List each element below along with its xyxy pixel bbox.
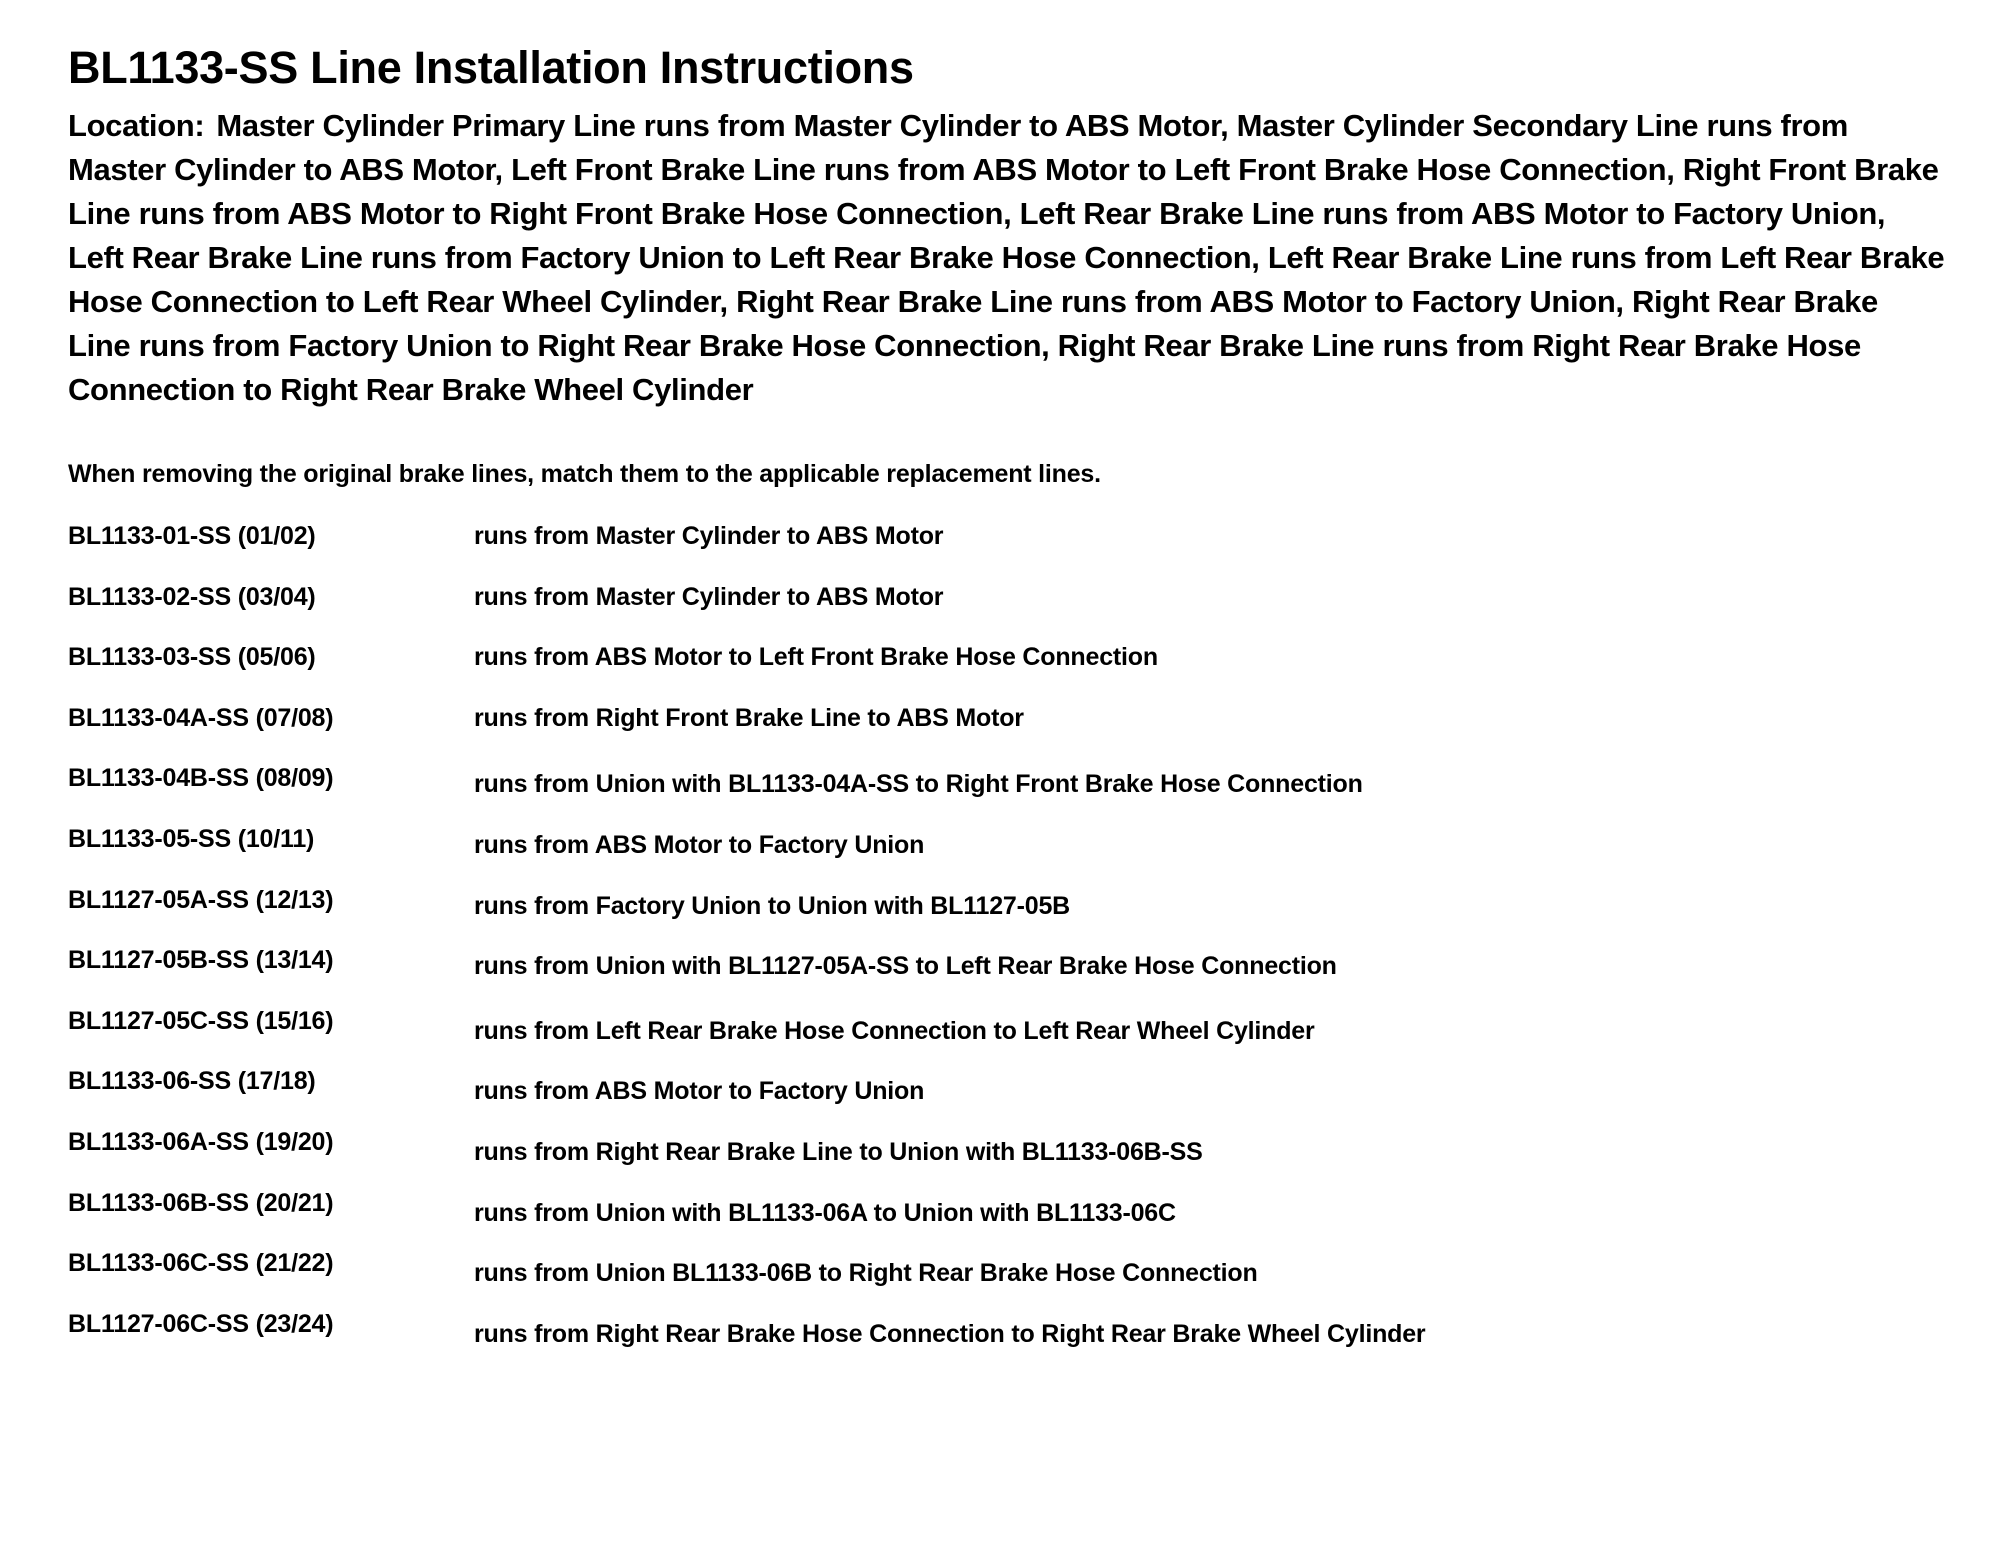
part-description: runs from Factory Union to Union with BL1127-05B (474, 891, 1071, 920)
list-item (68, 639, 1928, 700)
part-number: BL1127-05B-SS (13/14) (68, 946, 334, 975)
location-paragraph (68, 104, 1948, 412)
document-page (68, 36, 1948, 1366)
part-number: BL1133-06C-SS (21/22) (68, 1249, 334, 1278)
part-number: BL1133-04B-SS (08/09) (68, 764, 334, 793)
part-number: BL1133-04A-SS (07/08) (68, 703, 334, 732)
part-description: runs from ABS Motor to Factory Union (474, 830, 925, 859)
part-description: runs from ABS Motor to Left Front Brake Hose Connection (474, 643, 1158, 672)
part-description: runs from ABS Motor to Factory Union (474, 1077, 925, 1106)
part-number: BL1127-05C-SS (15/16) (68, 1006, 334, 1035)
list-item (68, 1245, 1928, 1306)
part-description: runs from Left Rear Brake Hose Connection to Left Rear Wheel Cylinder (474, 1016, 1315, 1045)
list-item (68, 1003, 1928, 1064)
part-number: BL1133-02-SS (03/04) (68, 582, 316, 611)
part-number: BL1133-01-SS (01/02) (68, 522, 316, 550)
part-number: BL1127-05A-SS (12/13) (68, 885, 334, 914)
list-item (68, 942, 1928, 1003)
part-description: runs from Master Cylinder to ABS Motor (474, 522, 944, 550)
part-number: BL1127-06C-SS (23/24) (68, 1309, 334, 1338)
parts-list (68, 518, 1928, 1366)
part-number: BL1133-06B-SS (20/21) (68, 1188, 334, 1217)
list-item (68, 760, 1928, 821)
part-number: BL1133-06-SS (17/18) (68, 1067, 316, 1096)
part-description: runs from Master Cylinder to ABS Motor (474, 582, 944, 611)
list-item (68, 579, 1928, 640)
part-description: runs from Union with BL1133-04A-SS to Right Front Brake Hose Connection (474, 770, 1363, 799)
part-description: runs from Union BL1133-06B to Right Rear Brake Hose Connection (474, 1259, 1258, 1288)
list-item (68, 1185, 1928, 1246)
list-item (68, 1306, 1928, 1367)
list-item (68, 1124, 1928, 1185)
list-item (68, 882, 1928, 943)
document-title: BL1133-SS Line Installation Instructions (68, 42, 914, 93)
list-item (68, 1063, 1928, 1124)
part-description: runs from Right Rear Brake Line to Union with BL1133-06B-SS (474, 1137, 1203, 1166)
list-item (68, 821, 1928, 882)
location-text: Master Cylinder Primary Line runs from Master Cylinder to ABS Motor, Master Cylinder Secondary Line runs from Master Cylinder to ABS Motor, Left Front Brake Line runs from ABS Motor to Left Front Brake Hose Connection, Right Front Brake Line runs from ABS Motor to Right Front Brake Hose Connection, Left Rear Brake Line runs from ABS Motor to Factory Union, Left Rear Brake Line runs from Factory Union to Left Rear Brake Hose Connection, Left Rear Brake Line runs from Left Rear Brake Hose Connection to Left Rear Wheel Cylinder, Right Rear Brake Line runs from ABS Motor to Factory Union, Right Rear Brake Line runs from Factory Union to Right Rear Brake Hose Connection, Right Rear Brake Line runs from Right Rear Brake Hose Connection to Right Rear Brake Wheel Cylinder (68, 108, 1945, 407)
location-label: Location: (68, 108, 205, 143)
part-description: runs from Union with BL1127-05A-SS to Left Rear Brake Hose Connection (474, 952, 1337, 981)
removal-note: When removing the original brake lines, match them to the applicable replacement lines. (68, 460, 1101, 488)
part-description: runs from Right Rear Brake Hose Connection to Right Rear Brake Wheel Cylinder (474, 1319, 1426, 1348)
part-description: runs from Union with BL1133-06A to Union with BL1133-06C (474, 1198, 1176, 1227)
part-description: runs from Right Front Brake Line to ABS Motor (474, 703, 1024, 732)
part-number: BL1133-06A-SS (19/20) (68, 1127, 334, 1156)
list-item (68, 700, 1928, 761)
list-item (68, 518, 1928, 579)
part-number: BL1133-03-SS (05/06) (68, 643, 316, 672)
part-number: BL1133-05-SS (10/11) (68, 824, 315, 853)
